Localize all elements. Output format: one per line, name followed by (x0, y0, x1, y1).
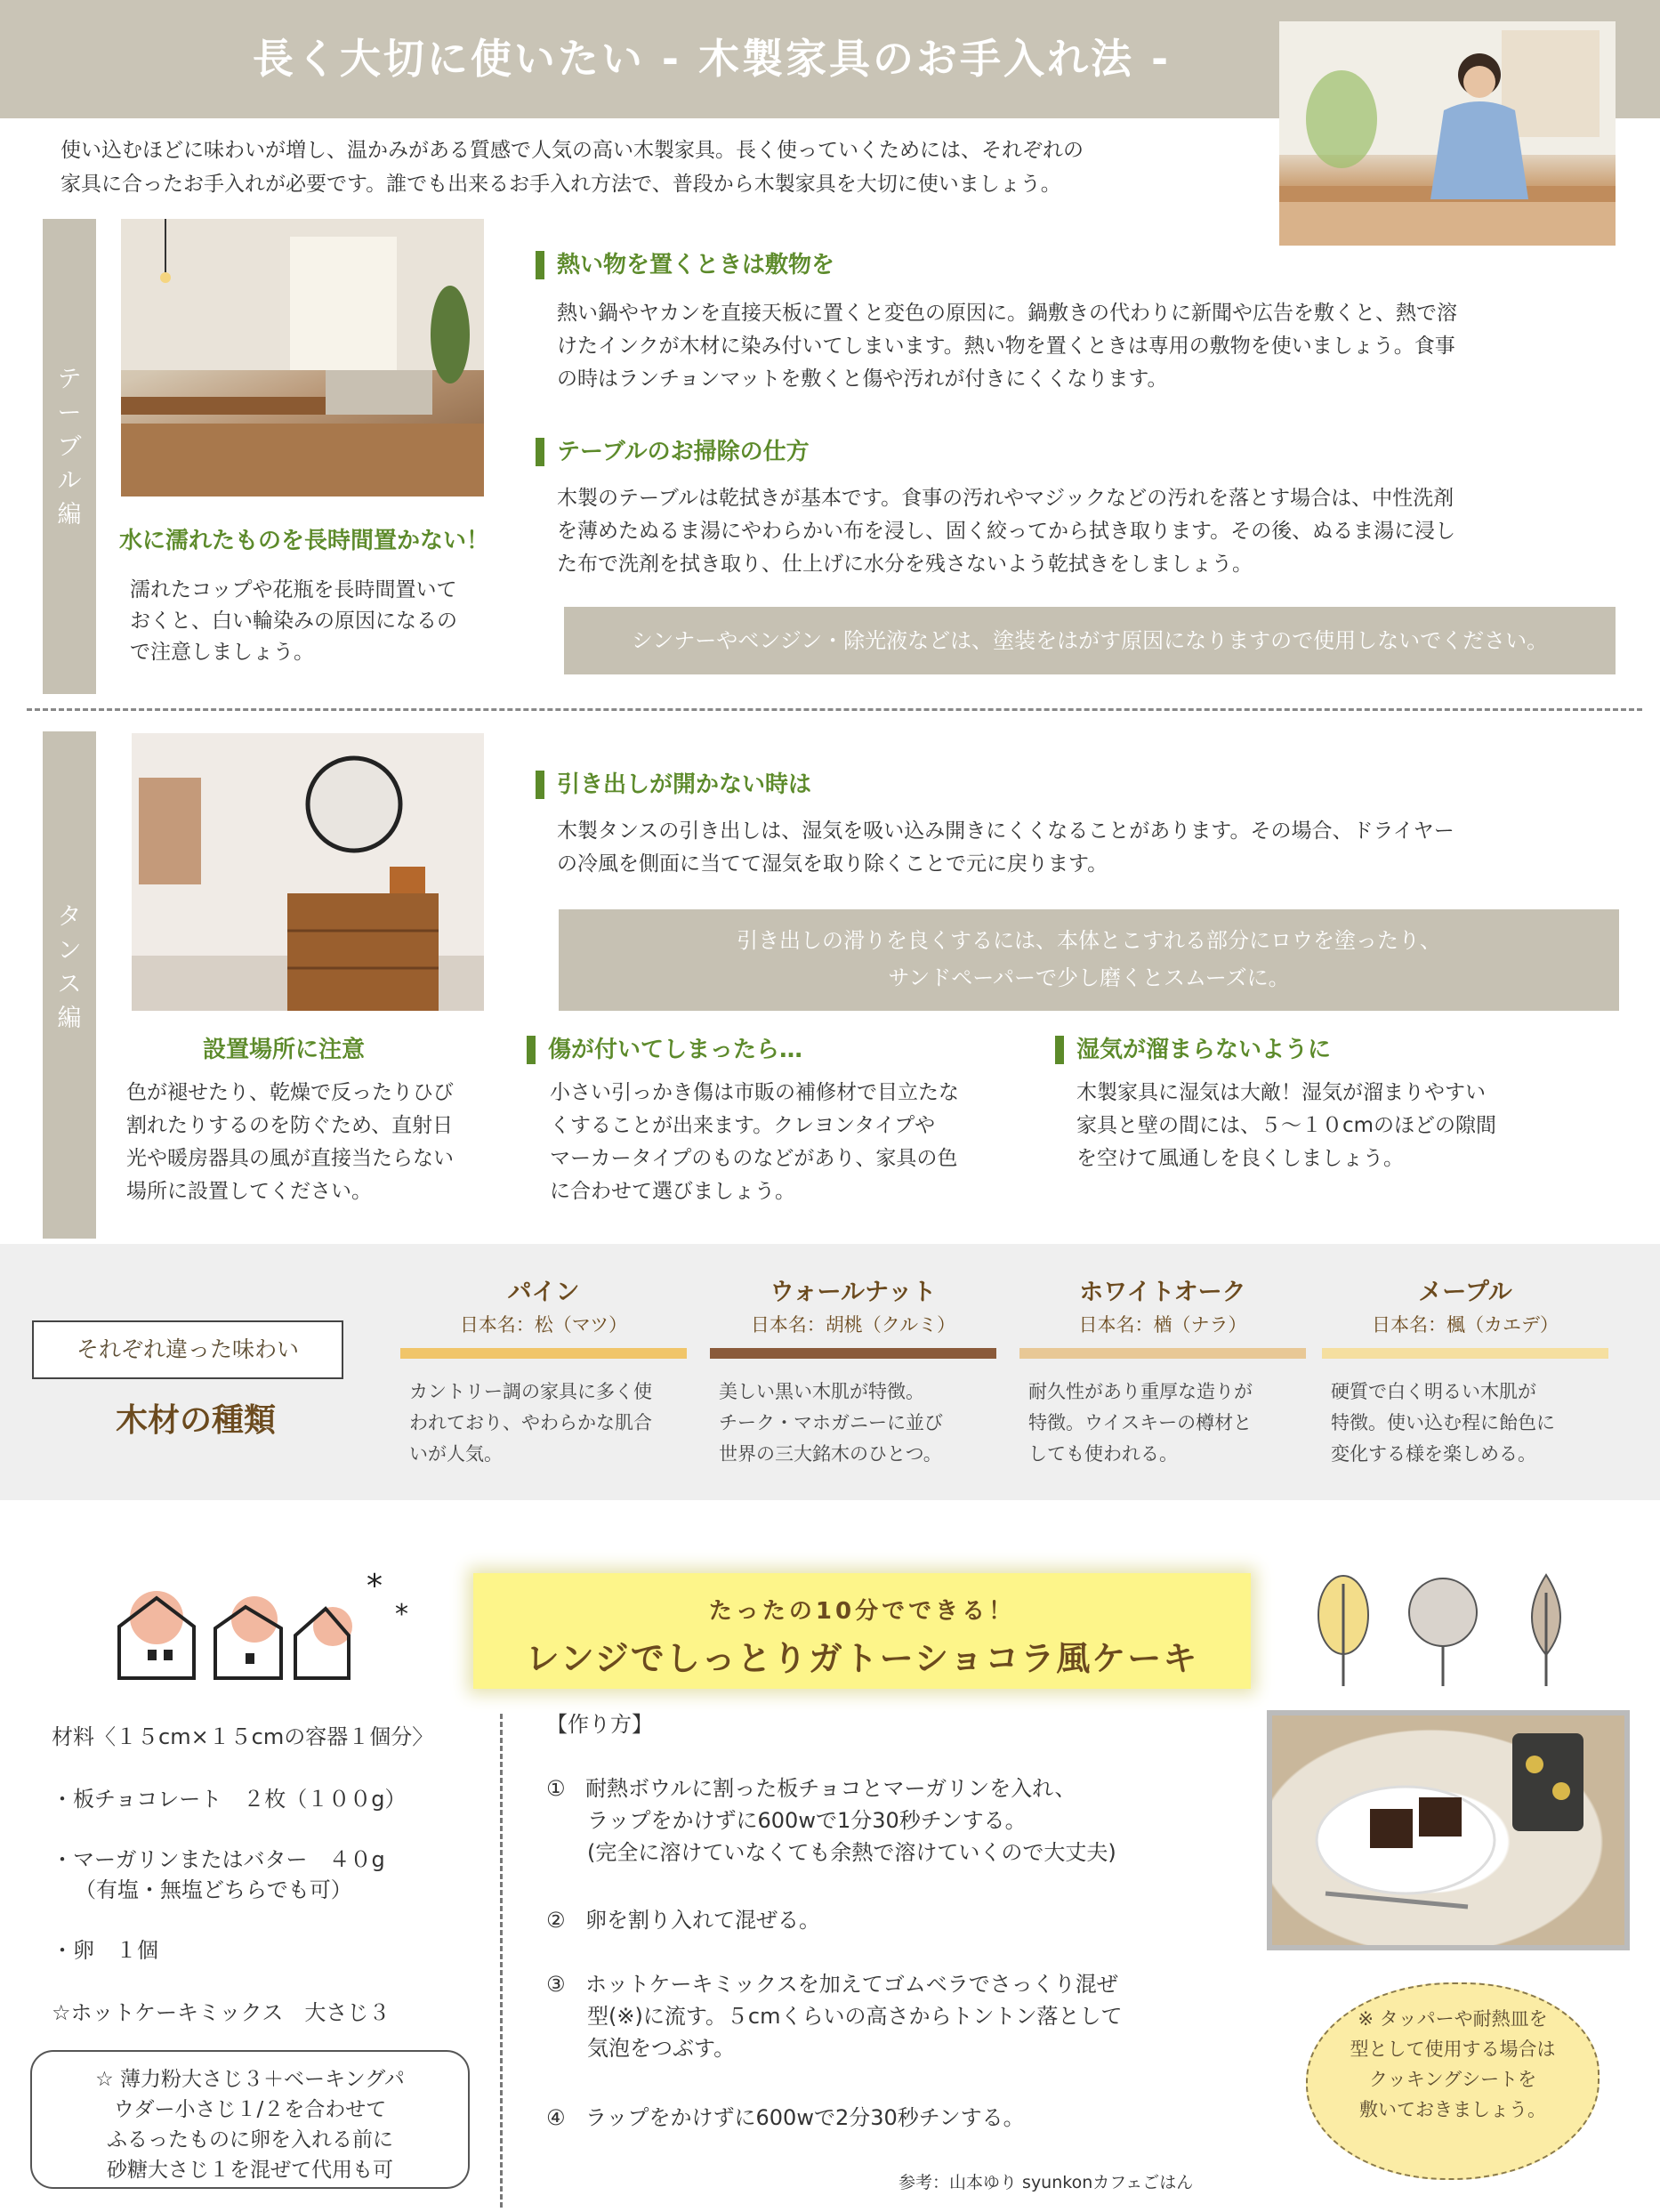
text-line: おくと、白い輪染みの原因になるの (130, 610, 457, 633)
photo-living-illustration (121, 219, 484, 496)
tab-char: 編 (57, 501, 82, 529)
wood-description (710, 1376, 996, 1470)
wood-name: パイン (507, 1279, 580, 1306)
text-line: 熱い鍋やヤカンを直接天板に置くと変色の原因に。鍋敷きの代わりに新聞や広告を敷くと、熱で溶 (557, 302, 1457, 325)
text-line: 濡れたコップや花瓶を長時間置いて (130, 578, 457, 601)
svg-text:*: * (395, 1599, 408, 1630)
text-line: 特徴。ウイスキーの樽材と (1028, 1412, 1253, 1433)
wood-color-bar (1019, 1348, 1306, 1359)
text-line: 美しい黒い木肌が特徴。 (719, 1381, 924, 1402)
wood-card-pine (400, 1272, 687, 1470)
method-step-3 (546, 1968, 1258, 2064)
photo-woman-wiping-table (1279, 21, 1616, 246)
text-line: 変化する様を楽しめる。 (1331, 1443, 1536, 1465)
text-line: 木製家具に湿気は大敵！湿気が溜まりやすい (1076, 1081, 1486, 1104)
text-line: ふるったものに卵を入れる前に (107, 2128, 393, 2151)
text-line: 木製のテーブルは乾拭きが基本です。食事の汚れやマジックなどの汚れを落とす場合は、中性洗剤 (557, 487, 1455, 510)
step-text: 卵を割り入れて混ぜる。 (585, 1908, 820, 1933)
wood-description (1322, 1376, 1608, 1470)
side-tab-tansu (43, 731, 96, 1239)
method-heading: 【作り方】 (546, 1712, 653, 1737)
wood-types-title: 木材の種類 (115, 1402, 276, 1439)
method-step-4 (546, 2102, 1258, 2134)
photo-cake-illustration (1272, 1716, 1624, 1945)
wood-card-white-oak (1019, 1272, 1306, 1470)
tab-char: ル (57, 467, 82, 495)
photo-entrance-chest (132, 733, 484, 1011)
tab-char: テ (57, 366, 82, 393)
ingredient-item: ・マーガリンまたはバター ４０g (52, 1847, 385, 1872)
page-title: 長く大切に使いたい - 木製家具のお手入れ法 - (252, 35, 1172, 83)
text-line: 耐久性があり重厚な造りが (1028, 1381, 1253, 1402)
photo-gateau-chocolat (1267, 1710, 1630, 1950)
text-line: いが人気。 (409, 1443, 503, 1465)
photo-entrance-illustration (132, 733, 484, 1011)
intro-text (60, 133, 1199, 201)
recipe-subtitle: たったの10分でできる！ (708, 1598, 1016, 1625)
wood-description (1019, 1376, 1306, 1470)
wood-name: メープル (1418, 1279, 1512, 1306)
photo-cleaning-illustration (1279, 21, 1616, 246)
wood-name: ホワイトオーク (1079, 1279, 1246, 1306)
text-line: に合わせて選びましょう。 (550, 1180, 795, 1203)
drawer-stuck-body (557, 815, 1544, 881)
text-line: マーカータイプのものなどがあり、家具の色 (550, 1147, 958, 1170)
heading-placement: 設置場所に注意 (203, 1037, 366, 1063)
text-line: けたインクが木材に染み付いてしまいます。熱い物を置くときは専用の敷物を使いましょう。食事 (557, 335, 1455, 358)
wood-japanese-name: 日本名：楢（ナラ） (1078, 1314, 1247, 1336)
text-line: 色が褪せたり、乾燥で反ったりひび (126, 1081, 454, 1104)
tab-char: タ (57, 903, 82, 931)
text-line: 型として使用する場合は (1350, 2038, 1556, 2060)
recipe-reference: 参考：山本ゆり syunkonカフェごはん (898, 2173, 1194, 2192)
intro-line: 家具に合ったお手入れが必要です。誰でも出来るお手入れ方法で、普段から木製家具を大切に使いましょう。 (60, 173, 1061, 196)
text-line: ※ タッパーや耐熱皿を (1358, 2008, 1548, 2030)
step-text: 気泡をつぶす。 (587, 2036, 736, 2061)
recipe-title-box (473, 1573, 1251, 1689)
step-number: ① (546, 1776, 566, 1801)
houses-illustration (112, 1564, 441, 1689)
text-line: 小さい引っかき傷は市販の補修材で目立たな (550, 1081, 959, 1104)
hot-items-body (557, 297, 1544, 396)
text-line: 硬質で白く明るい木肌が (1331, 1381, 1536, 1402)
tab-char: ー (57, 400, 82, 427)
text-line: 割れたりするのを防ぐため、直射日 (126, 1114, 454, 1137)
text-line: 世界の三大銘木のひとつ。 (719, 1443, 942, 1465)
step-text: ラップをかけずに600wで1分30秒チンする。 (587, 1808, 1027, 1833)
step-number: ② (546, 1908, 566, 1933)
recipe-divider (500, 1714, 503, 2208)
wood-card-walnut (710, 1272, 996, 1470)
placement-body (126, 1077, 500, 1208)
text-line: 場所に設置してください。 (126, 1180, 372, 1203)
text-line: ☆ 薄力粉大さじ３＋ベーキングパ (95, 2068, 405, 2091)
scratches-body (550, 1077, 1012, 1208)
humidity-body (1076, 1077, 1557, 1175)
text-line: カントリー調の家具に多く使 (409, 1381, 652, 1402)
text-line: を薄めたぬるま湯にやわらかい布を浸し、固く絞ってから拭き取ります。その後、ぬるま湯に浸し (557, 520, 1456, 543)
text-line: くすることが出来ます。クレヨンタイプや (550, 1114, 936, 1137)
recipe-title: レンジでしっとりガトーショコラ風ケーキ (525, 1639, 1199, 1678)
text-line: しても使われる。 (1028, 1443, 1178, 1465)
text-line: 特徴。使い込む程に飴色に (1331, 1412, 1555, 1433)
text-line: チーク・マホガニーに並び (719, 1412, 943, 1433)
wet-items-body (130, 575, 504, 668)
note-drawer-tip (559, 909, 1619, 1011)
text-line: ウダー小さじ１/２を合わせて (113, 2098, 387, 2121)
step-text: ホットケーキミックスを加えてゴムベラでさっくり混ぜ (585, 1972, 1118, 1997)
tip-text (1311, 2004, 1594, 2125)
note-line: 引き出しの滑りを良くするには、本体とこすれる部分にロウを塗ったり、 (737, 928, 1441, 953)
step-text: ラップをかけずに600wで2分30秒チンする。 (585, 2105, 1025, 2130)
ingredient-item: ・板チョコレート ２枚（１００g） (52, 1787, 407, 1812)
tab-char: ン (57, 937, 82, 965)
svg-text:*: * (367, 1568, 383, 1604)
photo-living-room (121, 219, 484, 496)
text-line: 光や暖房器具の風が直接当たらない (126, 1147, 454, 1170)
step-number: ③ (546, 1972, 566, 1997)
heading-hot-items: 熱い物を置くときは敷物を (536, 251, 834, 279)
section-divider (27, 708, 1642, 711)
text-line: の冷風を側面に当てて湿気を取り除くことで元に戻ります。 (557, 852, 1108, 876)
text-line: 砂糖大さじ１を混ぜて代用も可 (107, 2159, 393, 2182)
wood-types-tag: それぞれ違った味わい (32, 1320, 343, 1379)
trees-illustration (1308, 1566, 1592, 1691)
substitute-box (30, 2050, 470, 2189)
wood-japanese-name: 日本名：松（マツ） (459, 1314, 628, 1336)
ingredient-item: ・卵 １個 (52, 1938, 158, 1963)
note-solvent-warning: シンナーやベンジン・除光液などは、塗装をはがす原因になりますので使用しないでください。 (564, 607, 1616, 674)
text-line: を空けて風通しを良くしましょう。 (1076, 1147, 1404, 1170)
heading-humidity: 湿気が溜まらないように (1055, 1036, 1331, 1064)
step-text: 耐熱ボウルに割った板チョコとマーガリンを入れ、 (585, 1776, 1076, 1801)
wood-color-bar (710, 1348, 996, 1359)
wood-card-maple (1322, 1272, 1608, 1470)
ingredients-heading: 材料〈１５cm×１５cmの容器１個分〉 (52, 1724, 434, 1749)
text-line: われており、やわらかな肌合 (409, 1412, 652, 1433)
ingredient-note: （有塩・無塩どちらでも可） (75, 1877, 352, 1902)
step-text: (完全に溶けていなくても余熱で溶けていくので大丈夫) (587, 1840, 1116, 1865)
heading-wet-items: 水に濡れたものを長時間置かない！ (119, 528, 490, 554)
wood-description (400, 1376, 687, 1470)
side-tab-table (43, 219, 96, 694)
tab-char: 編 (57, 1005, 82, 1032)
method-step-2 (546, 1904, 1258, 1936)
text-line: 家具と壁の間には、５～１０cmのほどの隙間 (1076, 1114, 1497, 1137)
tab-char: ブ (57, 433, 82, 461)
heading-table-cleaning: テーブルのお掃除の仕方 (536, 438, 810, 466)
method-step-1 (546, 1772, 1258, 1869)
text-line: の時はランチョンマットを敷くと傷や汚れが付きにくくなります。 (557, 367, 1168, 391)
text-line: で注意しましょう。 (130, 641, 314, 664)
table-cleaning-body (557, 482, 1544, 581)
tab-char: ス (57, 971, 82, 998)
text-line: クッキングシートを (1368, 2069, 1537, 2090)
wood-name: ウォールナット (770, 1279, 937, 1306)
wood-japanese-name: 日本名：胡桃（クルミ） (750, 1314, 956, 1336)
text-line: た布で洗剤を拭き取り、仕上げに水分を残さないよう乾拭きをしましょう。 (557, 553, 1253, 576)
text-line: 敷いておきましょう。 (1359, 2099, 1546, 2120)
step-number: ④ (546, 2105, 566, 2130)
wood-japanese-name: 日本名：楓（カエデ） (1372, 1314, 1559, 1336)
ingredient-item: ☆ホットケーキミックス 大さじ３ (52, 2000, 391, 2025)
heading-scratches: 傷が付いてしまったら… (527, 1036, 802, 1064)
wood-color-bar (400, 1348, 687, 1359)
note-line: サンドペーパーで少し磨くとスムーズに。 (888, 965, 1290, 990)
wood-color-bar (1322, 1348, 1608, 1359)
heading-drawer-stuck: 引き出しが開かない時は (536, 771, 811, 799)
intro-line: 使い込むほどに味わいが増し、温かみがある質感で人気の高い木製家具。長く使っていくためには、それぞれの (60, 139, 1084, 162)
text-line: 木製タンスの引き出しは、湿気を吸い込み開きにくくなることがあります。その場合、ドライヤー (557, 819, 1455, 843)
step-text: 型(※)に流す。５cmくらいの高さからトントン落として (587, 2004, 1123, 2029)
